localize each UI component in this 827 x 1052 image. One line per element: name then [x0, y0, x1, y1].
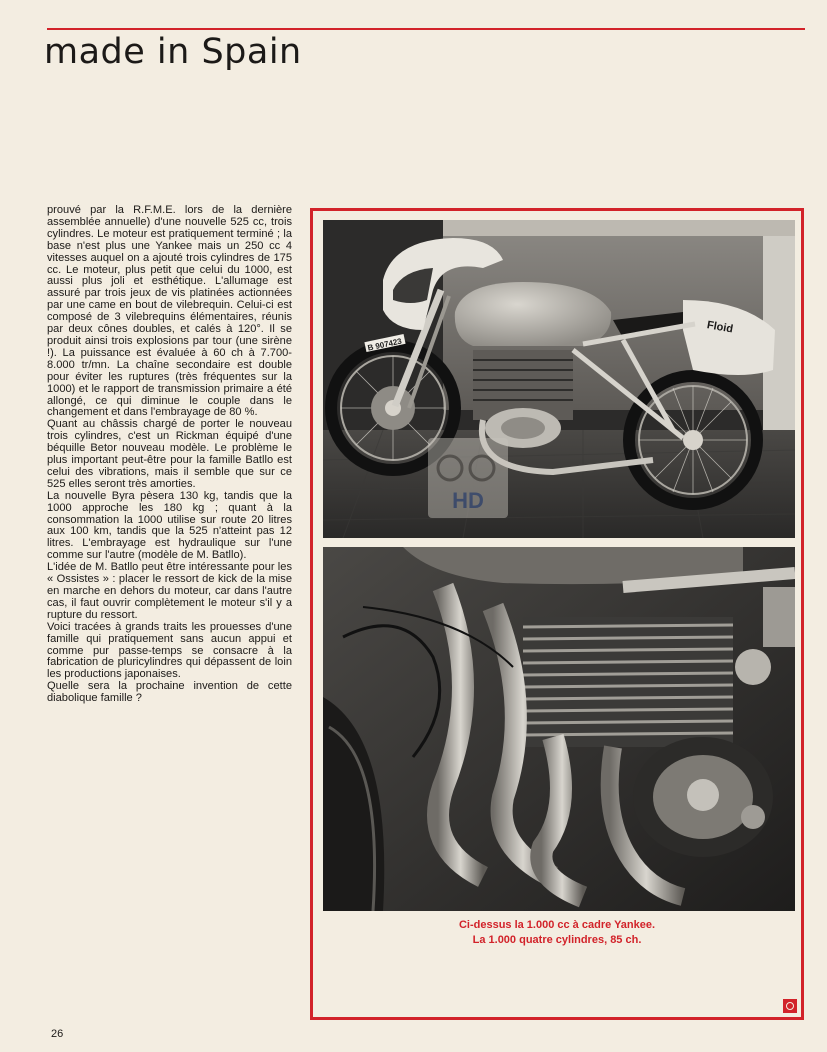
watermark-text: HD — [452, 488, 484, 513]
caption-line: Ci-dessus la 1.000 cc à cadre Yankee. — [458, 919, 656, 931]
article-paragraph: La nouvelle Byra pèsera 130 kg, tandis que la 1000 approche les 180 kg ; quant à la consommation la 1000 utilise sur route 20 litres aux 100 km, tandis que la 525 n'atteint pas 12 litres. L'embrayage est hydraulique sur l'une comme sur l'autre (modèle de M. Batllo). — [47, 489, 292, 562]
motorcycle-illustration — [323, 220, 795, 538]
article-paragraph: L'idée de M. Batllo peut être intéressante pour les « Ossistes » : placer le ressort de kick de la mise en marche en dehors du moteur, car dans l'autre cas, il faut ouvrir complètement le moteur s'il y a rupture du ressort. — [47, 561, 292, 621]
motorcycle-photo — [323, 220, 795, 538]
engine-illustration — [323, 547, 795, 911]
article-paragraph: Voici tracées à grands traits les prouesses d'une famille qui pratiquement sans aucun appui et comme pur passe-temps se consacre à la fabrication de pluricylindres qui dépassent de loin les productions japonaises. — [47, 620, 292, 681]
top-rule — [47, 28, 805, 30]
end-mark-icon — [783, 999, 797, 1013]
watermark-logo — [428, 438, 508, 518]
figure-frame — [310, 208, 804, 1020]
figure-caption — [313, 918, 801, 948]
article-paragraph: prouvé par la R.F.M.E. lors de la dernière assemblée annuelle) d'une nouvelle 525 cc, trois cylindres. Le moteur est pratiquement terminé ; la base n'est plus une Yankee mais un 250 cc 4 vitesses auquel on a ajouté trois cylindres de 175 cc. Le moteur, plus petit que celui du 1000, est aussi plus joli et esthétique. L'allumage est assuré par trois jeux de vis platinées actionnées par une came en bout de vilebrequin. Celui-ci est composé de 3 vilebrequins élémentaires, réunis par deux cônes doubles, et calés à 120°. Il se produit ainsi trois explosions par tour (une sirène !). La puissance est évaluée à 60 ch à 7.700-8.000 tr/mn. La chaîne secondaire est double pour éviter les ruptures (très fréquentes sur la 1000) et le rapport de transmission primaire a été allongé, ce qui diminue le couple dans le changement et dans l'embrayage de 80 %. — [47, 204, 292, 419]
page-number: 26 — [51, 1028, 64, 1040]
engine-photo — [323, 547, 795, 911]
tank-decal-text: Floid — [705, 319, 734, 336]
section-title: made in Spain — [44, 32, 302, 72]
caption-line: La 1.000 quatre cylindres, 85 ch. — [472, 934, 642, 946]
article-body — [47, 205, 292, 705]
article-paragraph: Quelle sera la prochaine invention de cette diabolique famille ? — [47, 680, 292, 705]
article-paragraph: Quant au châssis chargé de porter le nouveau trois cylindres, c'est un Rickman équipé d'une béquille Betor nouveau modèle. Le problème le plus important peut-être pour la famille Batllo est celui des vibrations, mais il semble que sur ce 525 elles seront très amorties. — [47, 418, 292, 490]
license-plate-text: B 907423 — [366, 336, 403, 353]
